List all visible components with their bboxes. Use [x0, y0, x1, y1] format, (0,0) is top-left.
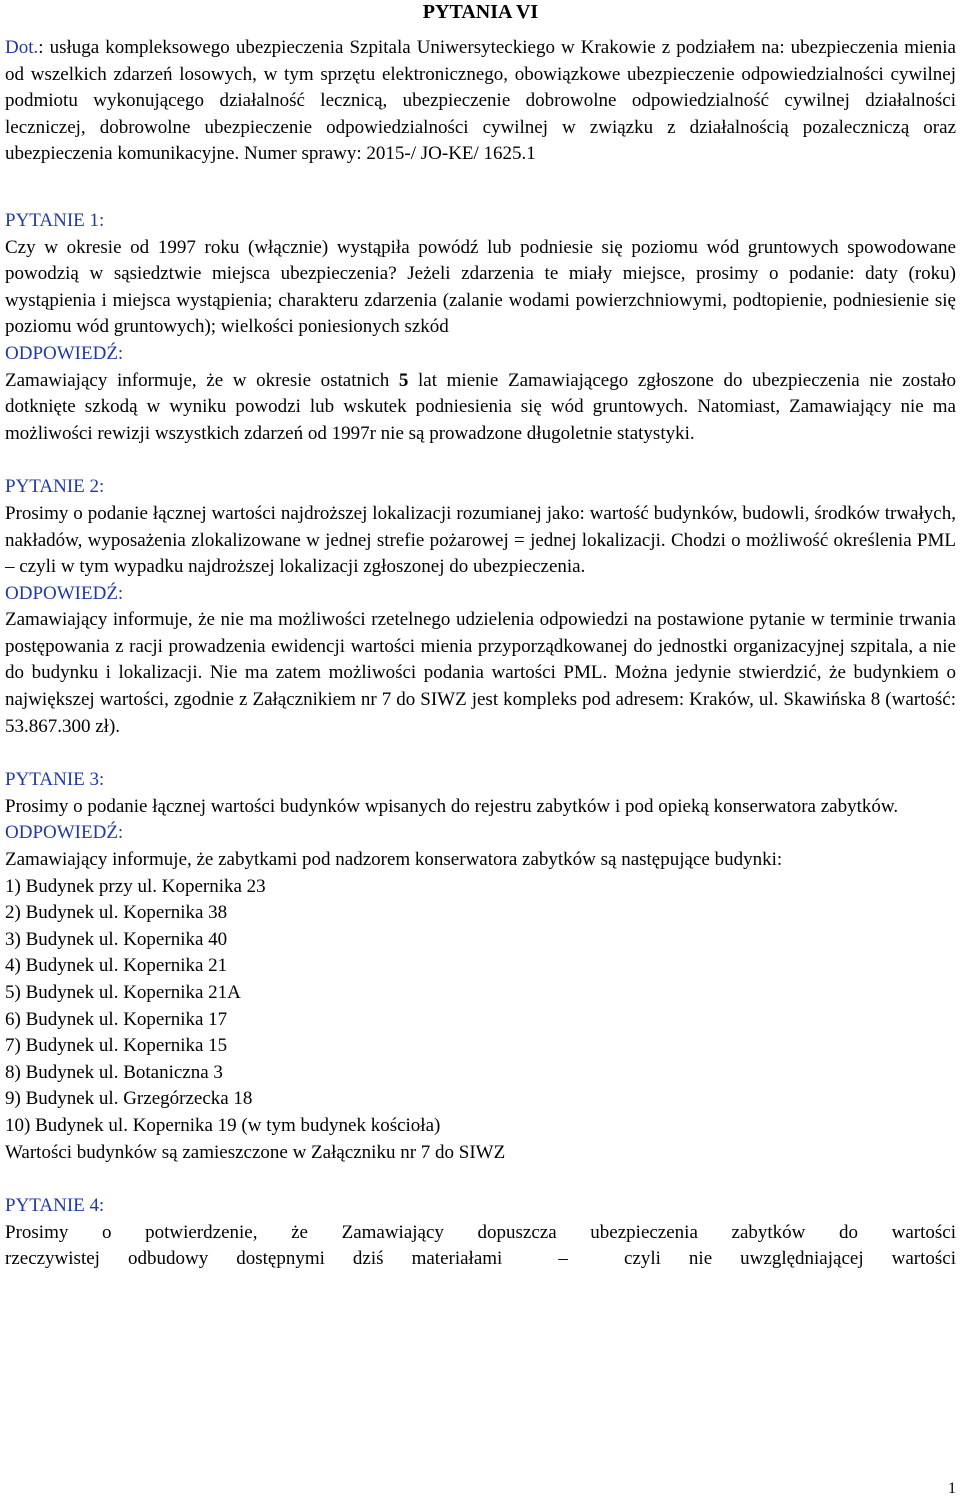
question-text: Czy w okresie od 1997 roku (włącznie) wystąpiła powódź lub podniesie się poziomu wód gruntowych spowodowane powodzią w sąsiedztwie miejsca ubezpieczenia? Jeżeli zdarzenia te miały miejsce, prosimy o podanie: daty (roku) wystąpienia i miejsca wystąpienia; charakteru zdarzenia (zalanie wodami powierzchniowymi, podtopienie, podniesienie się poziomu wód gruntowych); wielkości poniesionych szkód	[5, 236, 956, 338]
question-label: PYTANIE 4:	[5, 1195, 105, 1217]
list-item: 10) Budynek ul. Kopernika 19 (w tym budynek kościoła)	[5, 1114, 441, 1136]
question-text-line: rzeczywistej odbudowy dostępnymi dziś materiałami – czyli nie uwzględniającej wartości	[5, 1248, 956, 1270]
building-list	[5, 874, 956, 1140]
question-text: Prosimy o podanie łącznej wartości najdroższej lokalizacji rozumianej jako: wartość budynków, budowli, środków trwałych, nakładów, wyposażenia zlokalizowane w jednej strefie pożarowej = jednej lokalizacji. Chodzi o możliwość określenia PML – czyli w tym wypadku najdroższej lokalizacji zgłoszonej do ubezpieczenia.	[5, 502, 956, 578]
list-item: 7) Budynek ul. Kopernika 15	[5, 1035, 228, 1057]
question-block-3	[5, 767, 956, 1166]
question-label: PYTANIE 3:	[5, 769, 105, 791]
list-item: 9) Budynek ul. Grzegórzecka 18	[5, 1088, 253, 1110]
list-item: 8) Budynek ul. Botaniczna 3	[5, 1061, 223, 1083]
answer-label: ODPOWIEDŹ:	[5, 342, 124, 364]
intro-label: Dot.	[5, 37, 39, 58]
page-title: PYTANIA VI	[422, 1, 539, 23]
document-page	[5, 0, 956, 1273]
answer-text: Zamawiający informuje, że nie ma możliwości rzetelnego udzielenia odpowiedzi na postawione pytanie w terminie trwania postępowania z racji prowadzenia ewidencji wartości mienia przyporządkowanej do jednostki organizacyjnej szpitala, a nie do budynku i lokalizacji. Nie ma zatem możliwości podania wartości PML. Można jedynie stwierdzić, że budynkiem o największej wartości, zgodnie z Załącznikiem nr 7 do SIWZ jest kompleks pod adresem: Kraków, ul. Skawińska 8 (wartość: 53.867.300 zł).	[5, 609, 956, 737]
question-text: Prosimy o podanie łącznej wartości budynków wpisanych do rejestru zabytków i pod opieką konserwatora zabytków.	[5, 795, 899, 817]
question-label: PYTANIE 2:	[5, 476, 105, 498]
answer-emphasis: 5	[398, 369, 409, 391]
question-label: PYTANIE 1:	[5, 209, 105, 231]
answer-label: ODPOWIEDŹ:	[5, 582, 124, 604]
question-text-line: Prosimy o potwierdzenie, że Zamawiający dopuszcza ubezpieczenia zabytków do wartości	[5, 1221, 956, 1243]
list-item: 5) Budynek ul. Kopernika 21A	[5, 982, 241, 1003]
question-block-2	[5, 474, 956, 740]
page-number: 1	[948, 1480, 956, 1497]
intro-text: : usługa kompleksowego ubezpieczenia Szpitala Uniwersyteckiego w Krakowie z podziałem na: ubezpieczenia mienia od wszelkich zdarzeń losowych, w tym sprzętu elektronicznego, obowiązkowe ubezpieczenie odpowiedzialności cywilnej podmiotu wykonującego działalność lecznicą, ubezpieczenie dobrowolne odpowiedzialność cywilnej działalności leczniczej, dobrowolne ubezpieczenie odpowiedzialności cywilnej w związku z działalnością pozaleczniczą oraz ubezpieczenia komunikacyjne. Numer sprawy: 2015-/ JO-KE/ 1625.1	[5, 37, 956, 165]
intro-paragraph	[5, 35, 956, 168]
list-item: 6) Budynek ul. Kopernika 17	[5, 1008, 228, 1030]
answer-label: ODPOWIEDŹ:	[5, 822, 124, 844]
answer-text-part: Zamawiający informuje, że w okresie ostatnich	[5, 369, 399, 391]
question-block-4	[5, 1193, 956, 1273]
list-item: 2) Budynek ul. Kopernika 38	[5, 902, 228, 924]
list-item: 1) Budynek przy ul. Kopernika 23	[5, 875, 266, 897]
answer-intro: Zamawiający informuje, że zabytkami pod nadzorem konserwatora zabytków są następujące budynki:	[5, 849, 783, 871]
answer-text-part: lat mienie Zamawiającego zgłoszone do ubezpieczenia nie zostało dotknięte szkodą w wyniku powodzi lub wskutek podniesienia się wód gruntowych. Natomiast, Zamawiający nie ma możliwości rewizji wszystkich zdarzeń od 1997r nie są prowadzone długoletnie statystyki.	[5, 369, 957, 444]
answer-outro: Wartości budynków są zamieszczone w Załączniku nr 7 do SIWZ	[5, 1141, 506, 1163]
answer-text	[5, 368, 956, 448]
list-item: 3) Budynek ul. Kopernika 40	[5, 928, 228, 950]
list-item: 4) Budynek ul. Kopernika 21	[5, 955, 228, 977]
question-block-1	[5, 208, 956, 447]
